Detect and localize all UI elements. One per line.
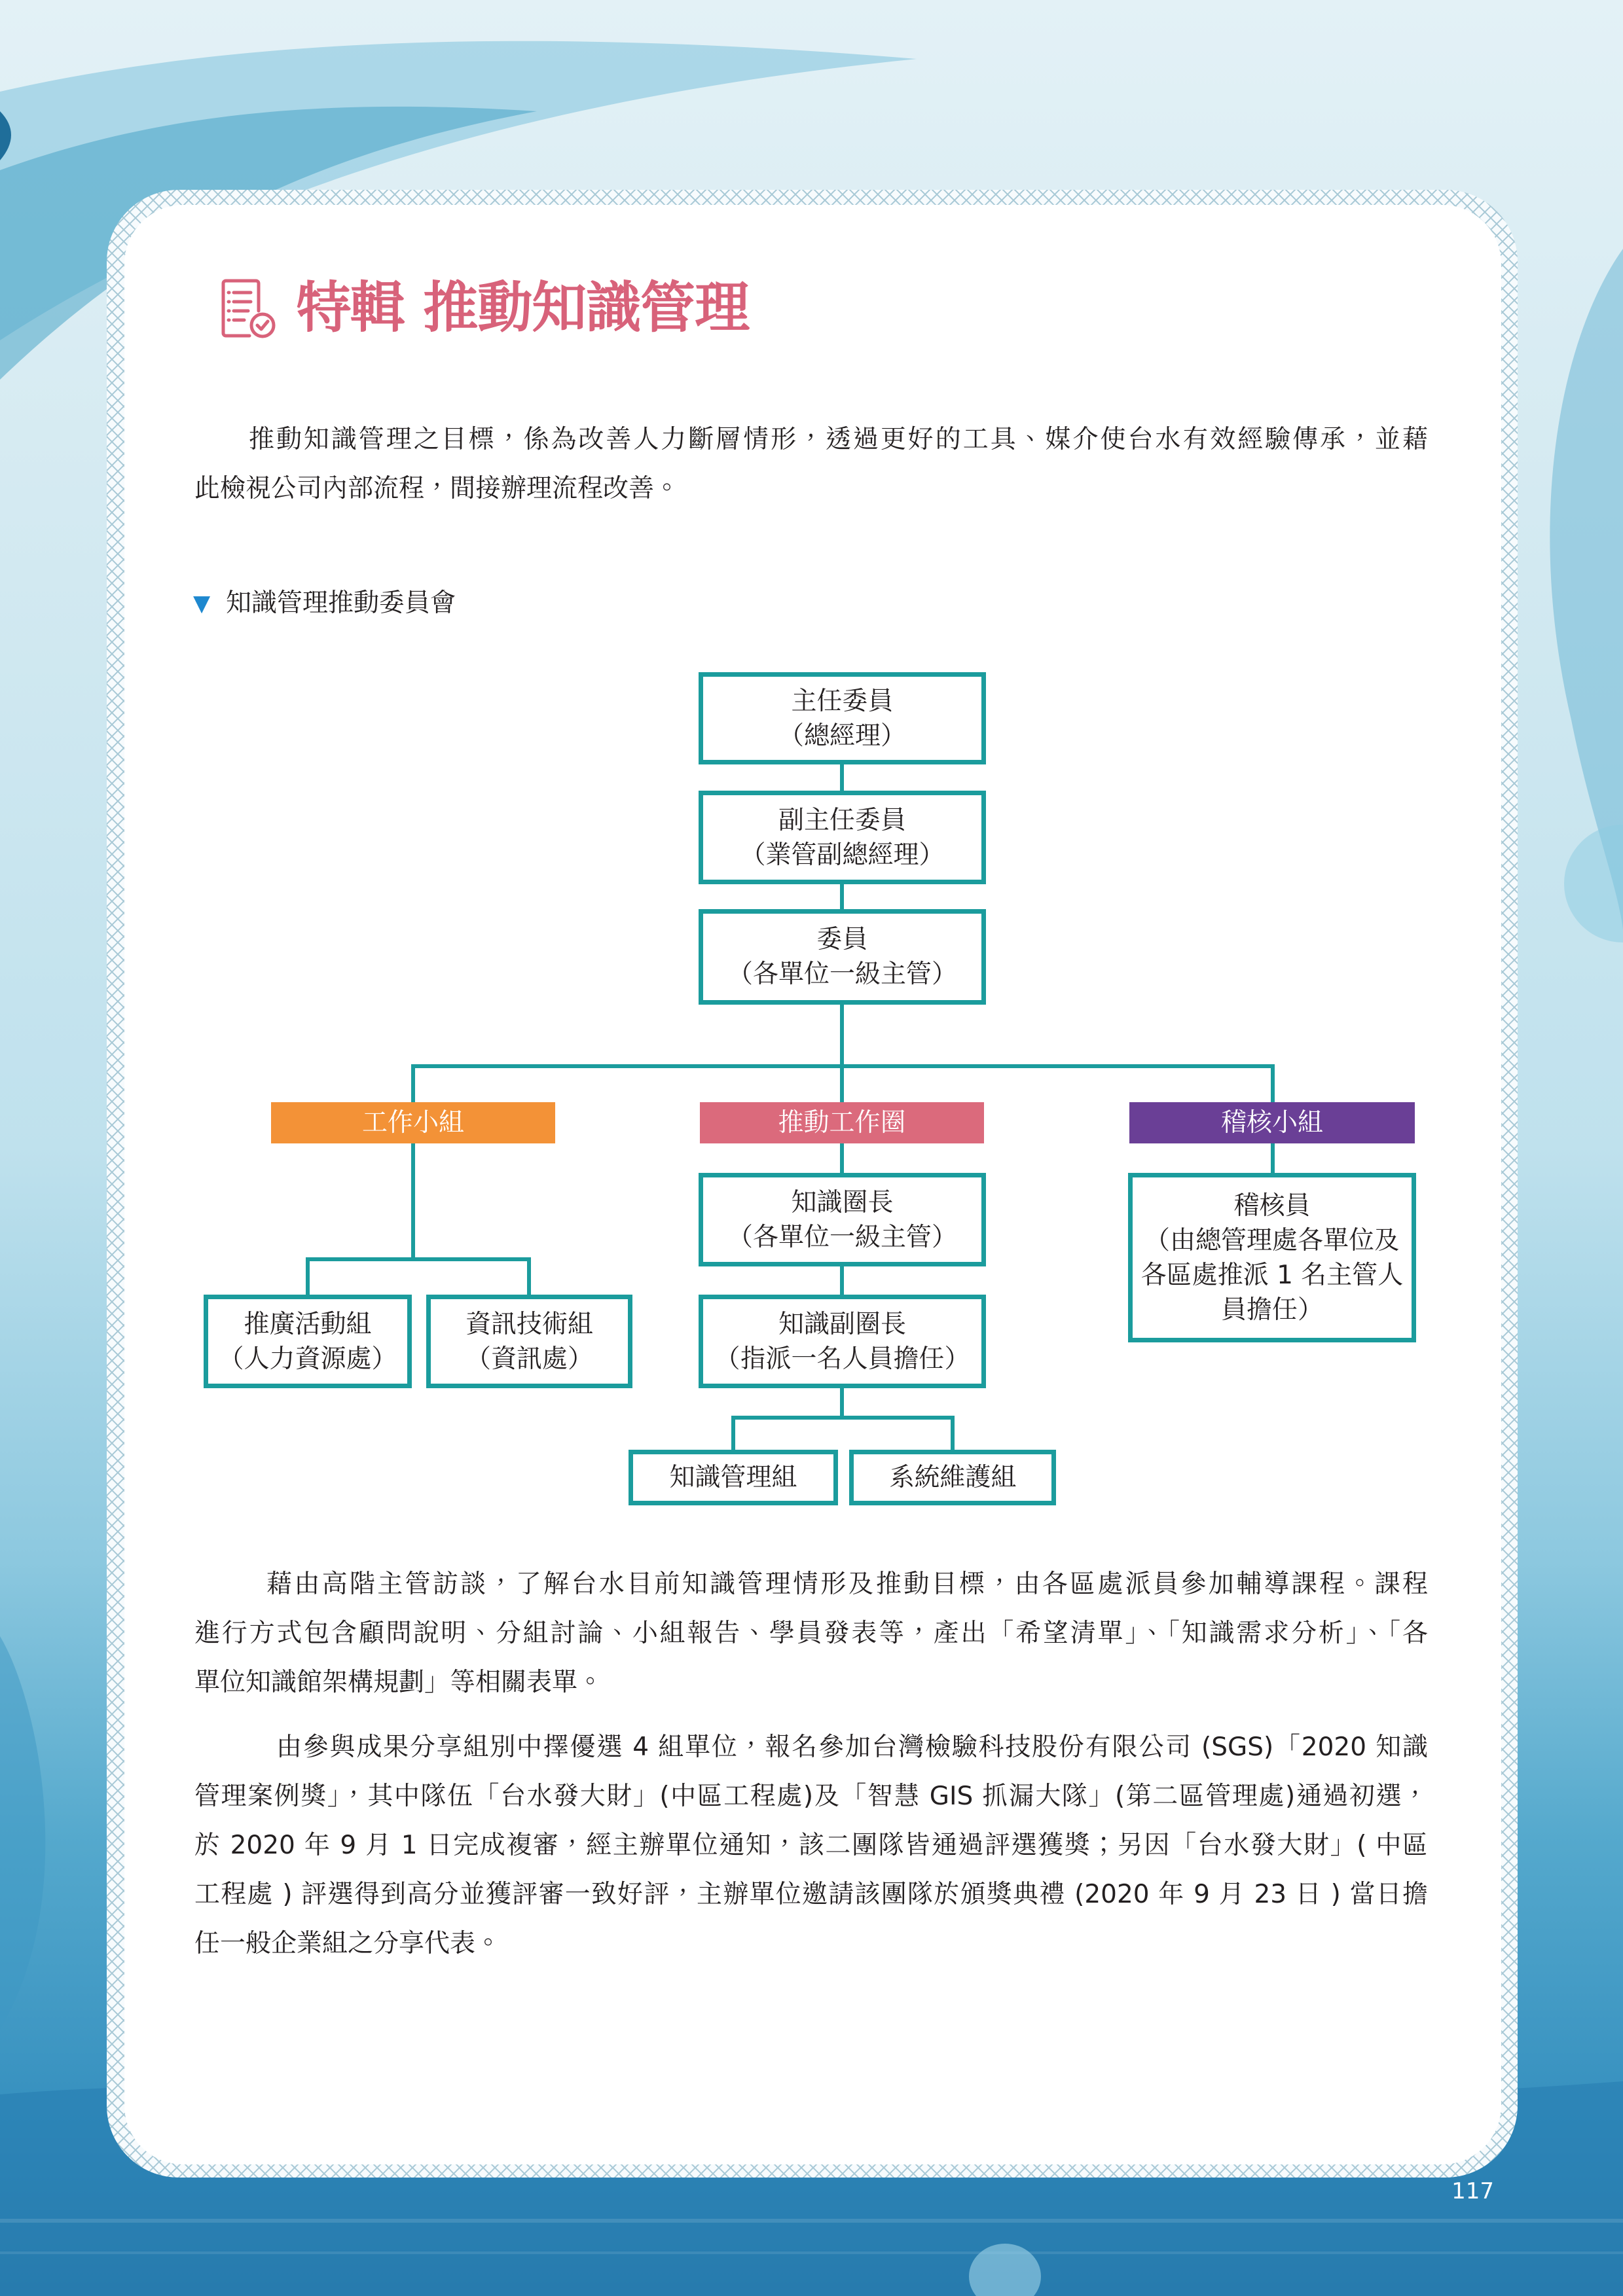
org-box-it bbox=[426, 1295, 632, 1388]
org-box-note: 各區處推派 1 名主管人 bbox=[1140, 1260, 1404, 1290]
page-title: 特輯 推動知識管理 bbox=[296, 276, 750, 340]
page-number: 117 bbox=[1451, 2178, 1494, 2204]
org-box-note: （人力資源處） bbox=[218, 1344, 397, 1374]
org-box-title: 推廣活動組 bbox=[244, 1309, 372, 1339]
paragraph-line: 進行方式包含顧問說明、分組討論、小組報告、學員發表等，產出「希望清單」、「知識需求分析」、「各 bbox=[194, 1619, 1428, 1648]
section-heading: 知識管理推動委員會 bbox=[226, 588, 456, 618]
org-box-note: 員擔任） bbox=[1220, 1295, 1323, 1325]
org-box-title: 知識圈長 bbox=[791, 1187, 894, 1217]
paragraph-line: 管理案例獎」，其中隊伍「台水發大財」(中區工程處)及「智慧 GIS 抓漏大隊」(第二區管理處)通過初選， bbox=[194, 1782, 1428, 1811]
paragraph-line: 由參與成果分享組別中擇優選 4 組單位，報名參加台灣檢驗科技股份有限公司 (SGS)「2020 知識 bbox=[276, 1732, 1428, 1762]
group-label-working: 工作小組 bbox=[271, 1102, 555, 1143]
org-box-title: 知識管理組 bbox=[669, 1463, 797, 1492]
triangle-marker-icon: ▼ bbox=[193, 590, 211, 617]
group-label-audit: 稽核小組 bbox=[1129, 1102, 1415, 1143]
org-box-title: 稽核員 bbox=[1233, 1191, 1311, 1221]
org-box-title: 資訊技術組 bbox=[465, 1309, 593, 1339]
org-box-title: 主任委員 bbox=[791, 686, 894, 716]
paragraph-line: 此檢視公司內部流程，間接辦理流程改善。 bbox=[194, 474, 680, 503]
org-box-title: 委員 bbox=[816, 925, 868, 954]
org-box-note: （資訊處） bbox=[465, 1344, 593, 1374]
org-box-note: （指派一名人員擔任） bbox=[714, 1344, 970, 1374]
org-box-auditor bbox=[1128, 1173, 1416, 1342]
org-box-note: （總經理） bbox=[778, 721, 906, 751]
paragraph-line: 任一般企業組之分享代表。 bbox=[194, 1929, 501, 1958]
org-box-title: 知識副圈長 bbox=[778, 1309, 906, 1339]
paragraph-line: 推動知識管理之目標，係為改善人力斷層情形，透過更好的工具、媒介使台水有效經驗傳承，並藉 bbox=[249, 425, 1428, 454]
org-box-system-group bbox=[849, 1450, 1056, 1505]
org-box-circle-vice-leader bbox=[699, 1295, 986, 1388]
org-box-circle-leader bbox=[699, 1173, 986, 1266]
paragraph-line: 於 2020 年 9 月 1 日完成複審，經主辦單位通知，該二團隊皆通過評選獲獎；另因「台水發大財」( 中區 bbox=[194, 1831, 1428, 1860]
body-paragraph bbox=[194, 1723, 1428, 1968]
org-box-title: 系統維護組 bbox=[888, 1463, 1017, 1492]
org-box-note: （各單位一級主管） bbox=[727, 960, 957, 989]
org-box-vice-chair bbox=[699, 791, 986, 884]
org-box-title: 副主任委員 bbox=[778, 805, 906, 835]
paragraph-line: 工程處 ) 評選得到高分並獲評審一致好評，主辦單位邀請該團隊於頒獎典禮 (2020 年 9 月 23 日 ) 當日擔 bbox=[194, 1880, 1428, 1909]
org-box-note: （由總管理處各單位及 bbox=[1144, 1225, 1400, 1255]
paragraph-line: 單位知識館架構規劃」等相關表單。 bbox=[194, 1668, 604, 1697]
body-paragraph bbox=[194, 1560, 1428, 1707]
group-label-promotion: 推動工作圈 bbox=[700, 1102, 984, 1143]
org-box-promotion-activity bbox=[204, 1295, 412, 1388]
org-box-km-group bbox=[629, 1450, 838, 1505]
org-box-members bbox=[699, 909, 986, 1005]
org-box-note: （業管副總經理） bbox=[740, 840, 945, 870]
org-box-chair bbox=[699, 672, 986, 764]
org-box-note: （各單位一級主管） bbox=[727, 1222, 957, 1252]
paragraph-line: 藉由高階主管訪談，了解台水目前知識管理情形及推動目標，由各區處派員參加輔導課程。課程 bbox=[266, 1570, 1428, 1599]
